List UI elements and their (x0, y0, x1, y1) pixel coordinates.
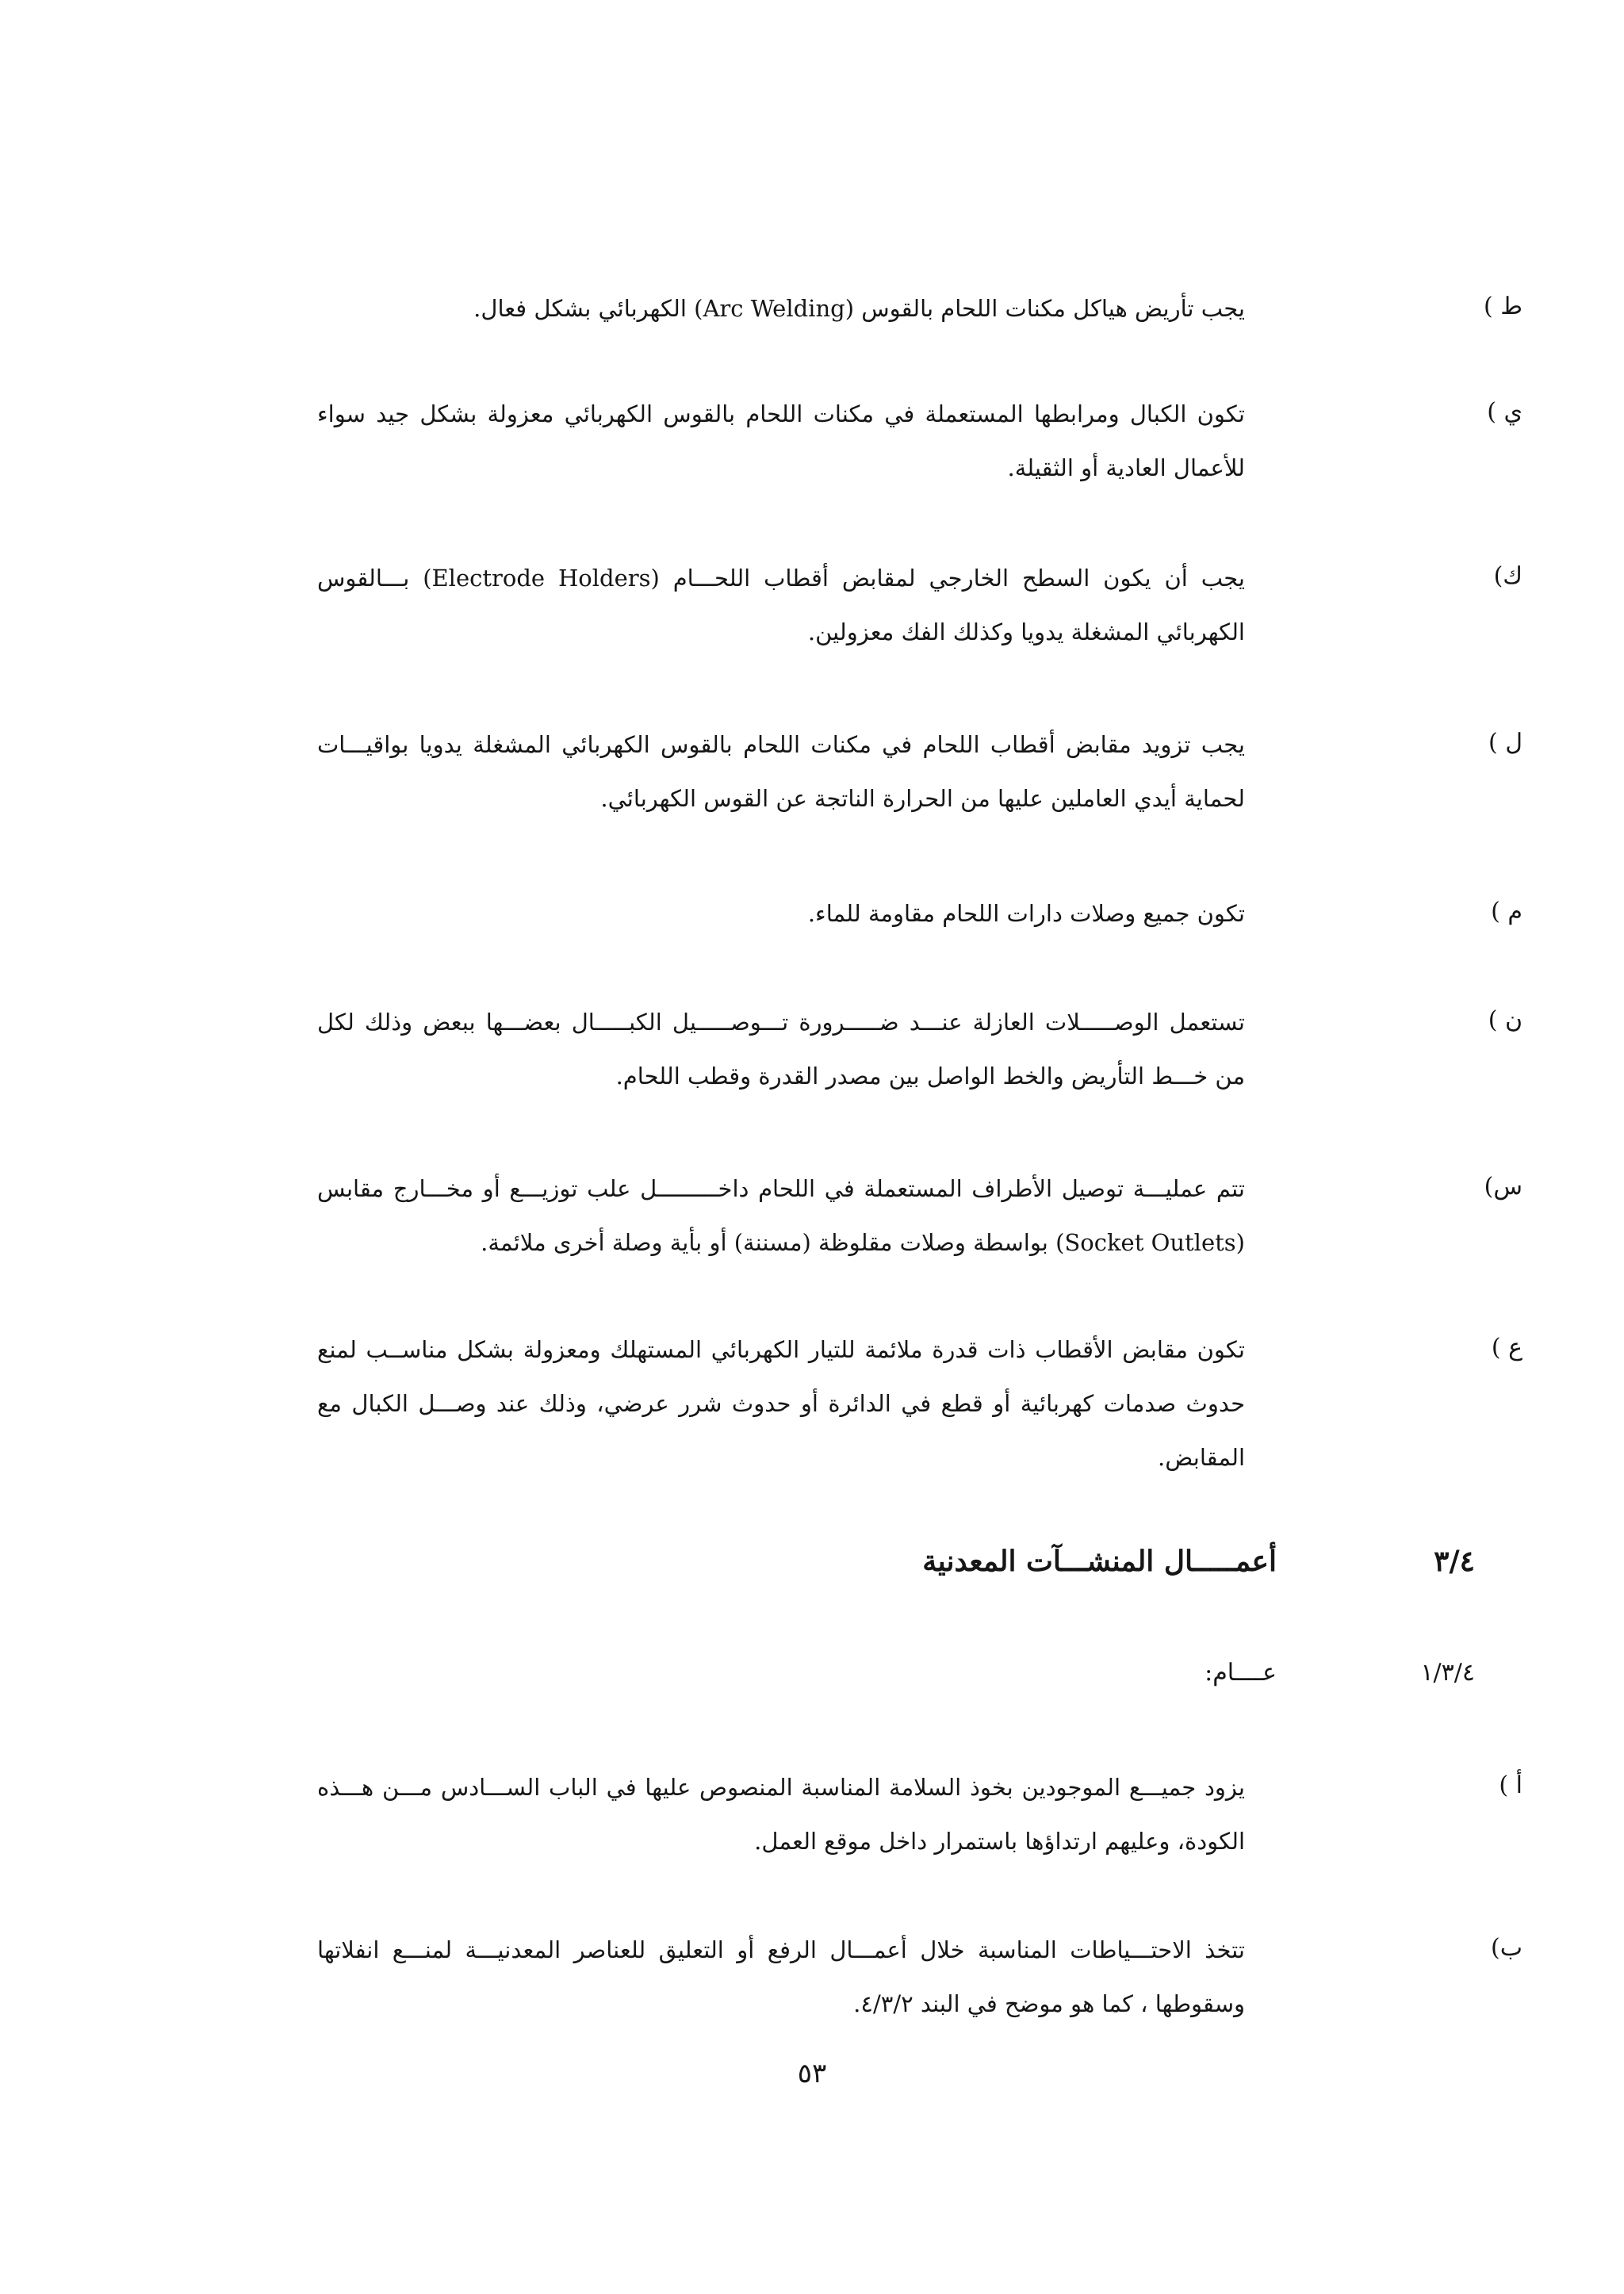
section-number: ٣/٤ (1434, 1545, 1475, 1578)
subsection-heading (317, 1659, 1475, 1687)
list-item (317, 1923, 1522, 2031)
item-marker: ط ) (1484, 293, 1522, 320)
list-item (317, 551, 1522, 659)
item-marker: س) (1484, 1173, 1522, 1201)
item-text: يجب أن يكون السطح الخارجي لمقابض أقطاب اللحـــام (Electrode Holders) بـــالقوس الكهربائي المشغلة يدويا وكذلك الفك معزولين. (317, 565, 1245, 645)
item-text: يجب تزويد مقابض أقطاب اللحام في مكنات اللحام بالقوس الكهربائي المشغلة يدويا بواقيـــات لحماية أيدي العاملين عليها من الحرارة الناتجة عن القوس الكهربائي. (317, 731, 1245, 812)
subsection-number: ١/٣/٤ (1420, 1659, 1475, 1687)
item-text: يزود جميـــع الموجودين بخوذ السلامة المناسبة المنصوص عليها في الباب الســـادس مـــن هـــذه الكودة، وعليهم ارتداؤها باستمرار داخل موقع العمل. (317, 1774, 1245, 1855)
item-text: تكون جميع وصلات دارات اللحام مقاومة للماء. (807, 900, 1245, 927)
item-text: تستعمل الوصـــــلات العازلة عنـــد ضـــــرورة تـــوصـــــيل الكبـــــال بعضـــها ببعض وذلك لكل من خـــط التأريض والخط الواصل بين مصدر القدرة وقطب اللحام. (317, 1009, 1245, 1090)
item-marker: ل ) (1488, 729, 1522, 756)
list-item (317, 387, 1522, 495)
item-text: تكون مقابض الأقطاب ذات قدرة ملائمة للتيار الكهربائي المستهلك ومعزولة بشكل مناســب لمنع حدوث صدمات كهربائية أو قطع في الدائرة أو حدوث شرر عرضي، وذلك عند وصـــل الكبال مع المقابض. (317, 1336, 1245, 1471)
list-item (317, 995, 1522, 1103)
list-item (317, 1162, 1522, 1270)
item-marker: ب) (1491, 1934, 1522, 1962)
section-heading (317, 1545, 1475, 1578)
section-title: أعمـــــال المنشـــآت المعدنية (922, 1545, 1277, 1578)
item-marker: ي ) (1487, 398, 1522, 426)
item-text: يجب تأريض هياكل مكنات اللحام بالقوس (Arc Welding) الكهربائي بشكل فعال. (473, 295, 1245, 322)
item-marker: م ) (1491, 898, 1522, 925)
list-item (317, 887, 1522, 940)
list-item (317, 1760, 1522, 1868)
item-marker: أ ) (1499, 1771, 1522, 1799)
item-text: تكون الكبال ومرابطها المستعملة في مكنات اللحام بالقوس الكهربائي معزولة بشكل جيد سواء للأعمال العادية أو الثقيلة. (317, 400, 1245, 481)
list-item (317, 718, 1522, 825)
item-marker: ك) (1493, 562, 1522, 590)
list-item (317, 1323, 1522, 1484)
page-number: ٥٣ (797, 2058, 827, 2089)
item-text: تتم عمليـــة توصيل الأطراف المستعملة في اللحام داخـــــــــل علب توزيـــع أو مخـــارج مقابس (Socket Outlets) بواسطة وصلات مقلوظة (مسننة) أو بأية وصلة أخرى ملائمة. (317, 1175, 1245, 1256)
item-marker: ن ) (1488, 1006, 1522, 1034)
subsection-title: عــــام: (1205, 1659, 1277, 1687)
item-text: تتخذ الاحتـــياطات المناسبة خلال أعمـــال الرفع أو التعليق للعناصر المعدنيـــة لمنـــع انفلاتها وسقوطها ، كما هو موضح في البند ٤/٣/٢. (317, 1936, 1245, 2017)
item-marker: ع ) (1491, 1334, 1522, 1361)
list-item (317, 281, 1522, 335)
